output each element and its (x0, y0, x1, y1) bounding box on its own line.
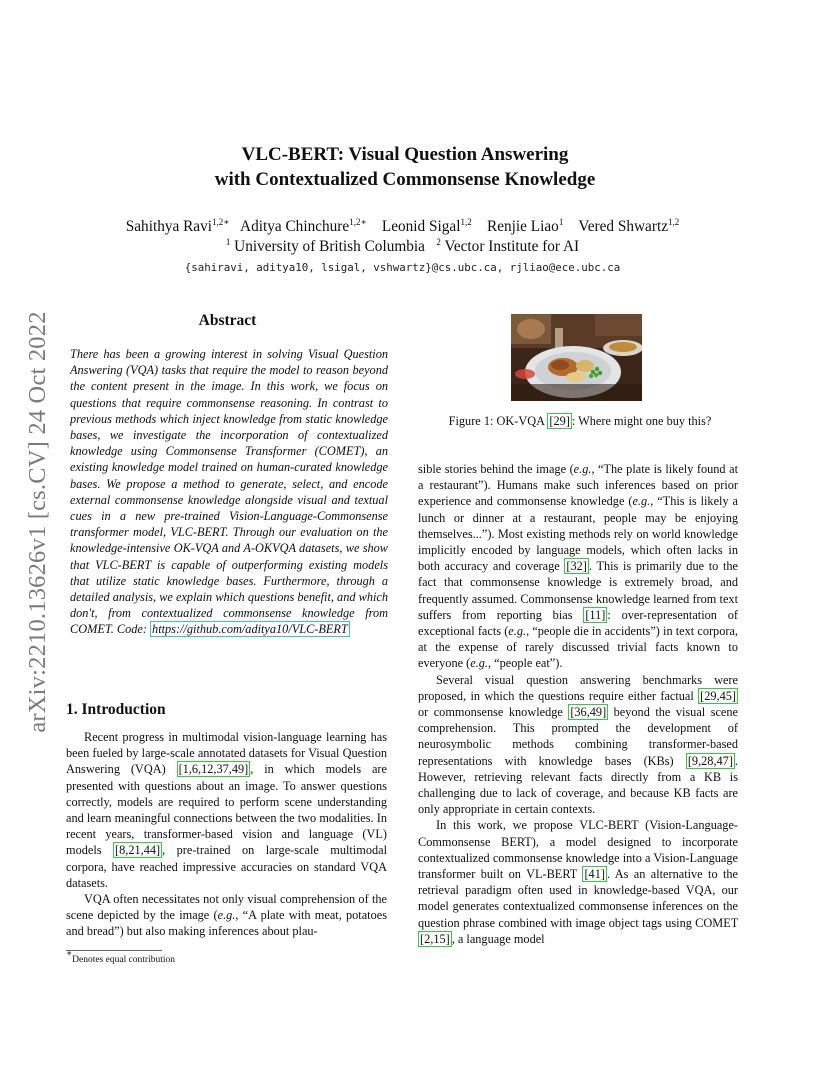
footnote: ∗Denotes equal contribution (66, 948, 176, 965)
section-heading-introduction: 1. Introduction (66, 701, 166, 718)
paragraph: In this work, we propose VLC-BERT (Vision-Language-Commonsense BERT), a model designed to incorporate contextualized commonsense knowledge into a Vision-Language transformer built on VL-BERT [41] . As an alternative to the retrieval paradigm often used in knowledge-based VQA, our model generates contextualized commonsense inferences on the question phrase combined with image object tags using COMET [2,15] , a language model (418, 818, 738, 946)
author: Vered Shwartz$^{1,2}$ (578, 217, 680, 235)
author-emails: {sahiravi, aditya10, lsigal, vshwartz}@cs.ubc.ca, rjliao@ece.ubc.ca (184, 261, 621, 274)
paragraph: sible stories behind the image (e.g., “The plate is likely found at a restaurant”). Humans make such inferences based on prior experience and commonsense knowledge (e.g., “This is likely a lunch or dinner at a restaurant, people may be enjoying themselves...”). Most existing methods rely on world knowledge implicitly encoded by language models, which often lacks in both accuracy and coverage [32] . This is primarily due to the fact that commonsense knowledge is extremely broad, and frequently assumed. Commonsense knowledge learned from text suffers from reporting bias [11] : over-representation of exceptional facts (e.g., “people die in accidents”) in text corpora, at the expense of rarely discussed trivial facts known to everyone (e.g., “people eat”). (418, 462, 739, 671)
citation-link[interactable]: [11] (585, 607, 606, 622)
affiliations: $^1$ University of British Columbia $^2$ Vector Institute for AI (225, 237, 580, 255)
paper-title (150, 142, 660, 192)
title-line-2: with Contextualized Commonsense Knowledge (214, 169, 596, 190)
author: Leonid Sigal$^{1,2}$ (381, 217, 472, 235)
author-list (95, 217, 710, 237)
citation-link[interactable]: [29] (549, 414, 570, 428)
paragraph: Several visual question answering benchmarks were proposed, in which the questions require either factual [29,45] or commonsense knowledge [36,49] beyond the visual scene comprehension. This prompted the development of neurosymbolic methods combining transformer-based representations with knowledge bases (KBs) [9,28,47] . However, retrieving relevant facts directly from a KB is challenging due to lack of coverage, and because KB facts are only appropriate in certain contexts. (418, 672, 738, 817)
author: Aditya Chinchure$^{1,2∗}$ (240, 217, 367, 235)
footnote-rule (66, 950, 162, 951)
intro-right-column (418, 461, 738, 947)
code-link[interactable]: https://github.com/aditya10/VLC-BERT (152, 622, 348, 637)
arxiv-identifier: arXiv:2210.13626v1 [cs.CV] 24 Oct 2022 (24, 311, 51, 733)
affiliation: University of British Columbia (234, 238, 425, 255)
citation-link[interactable]: [8,21,44] (115, 843, 161, 858)
citation-link[interactable]: [29,45] (700, 688, 736, 703)
title-line-1: VLC-BERT: Visual Question Answering (241, 144, 569, 165)
paragraph: VQA often necessitates not only visual comprehension of the scene depicted by the image (e.g., “A plate with meat, potatoes and bread”) but also making inferences about plau- (66, 892, 387, 939)
abstract-text: There has been a growing interest in solving Visual Question Answering (VQA) tasks that require the model to reason beyond the content present in the image. In this work, we focus on questions that require commonsense reasoning. In contrast to previous methods which inject knowledge from static knowledge bases, we investigate the incorporation of contextualized knowledge using Commonsense Transformer (COMET), an existing knowledge model trained on human-curated knowledge bases. We propose a method to generate, select, and encode external commonsense knowledge alongside visual and textual cues in a new pre-trained Vision-Language-Commonsense transformer model, VLC-BERT. Through our evaluation on the knowledge-intensive OK-VQA and A-OKVQA datasets, we show that VLC-BERT is capable of outperforming existing models that utilize static knowledge bases. Furthermore, through a detailed analysis, we explain which questions benefit, and which don't, from contextualized commonsense knowledge from COMET. Code: https://github.com/aditya10/VLC-BERT (70, 347, 388, 637)
citation-link[interactable]: [1,6,12,37,49] (178, 762, 249, 777)
affiliation: Vector Institute for AI (444, 238, 580, 255)
author: Sahithya Ravi$^{1,2∗}$ (125, 217, 230, 235)
paragraph: Recent progress in multimodal vision-language learning has been fueled by large-scale annotated datasets for Visual Question Answering (VQA) [1,6,12,37,49] , in which models are presented with questions about an image. To answer questions correctly, models are required to perform scene understanding and learn meaningful connections between the two modalities. In recent years, transformer-based vision and language (VL) models [8,21,44] , pre-trained on large-scale multimodal corpora, have reached impressive accuracies on standard VQA datasets. (66, 730, 387, 890)
author: Renjie Liao$^1$ (487, 217, 564, 235)
citation-link[interactable]: [36,49] (570, 705, 607, 720)
arxiv-sidebar (8, 285, 68, 760)
citation-link[interactable]: [41] (584, 867, 605, 882)
figure-1-caption: Figure 1: OK-VQA [29] : Where might one buy this? (448, 414, 712, 428)
citation-link[interactable]: [9,28,47] (687, 753, 733, 768)
plate-photo (511, 314, 642, 401)
intro-left-column (66, 729, 387, 940)
abstract-heading: Abstract (198, 312, 257, 329)
citation-link[interactable]: [32] (566, 559, 587, 574)
figure-1-image (511, 314, 642, 401)
citation-link[interactable]: [2,15] (420, 931, 450, 946)
